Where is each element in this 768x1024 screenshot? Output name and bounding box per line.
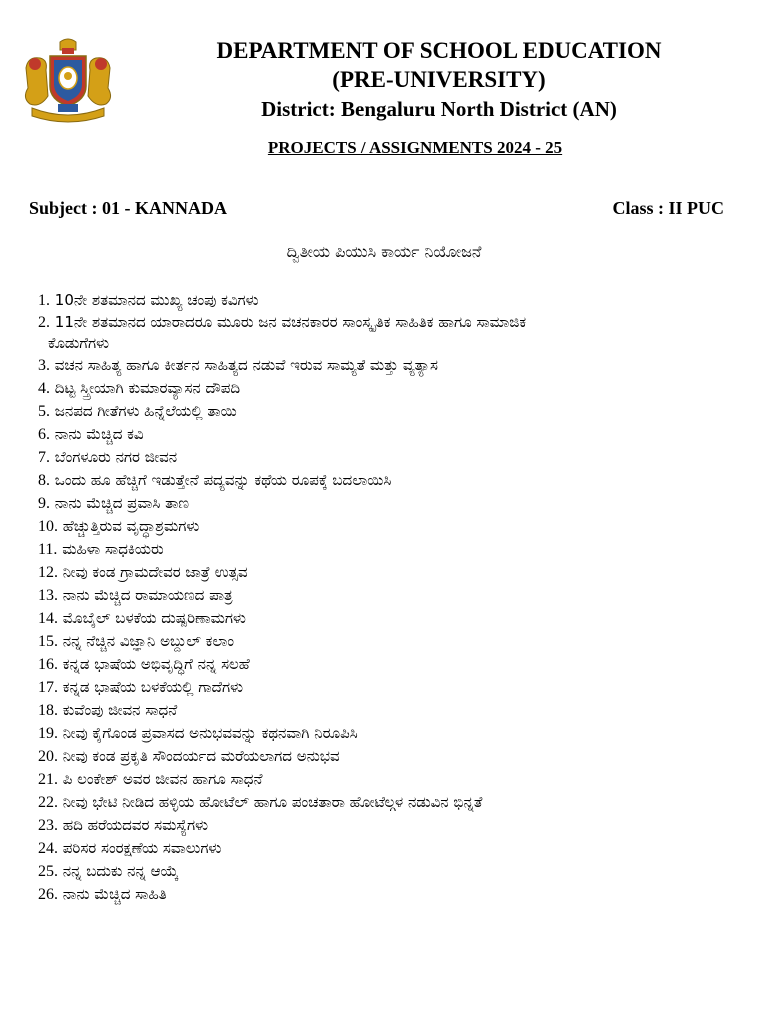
- list-item: [38, 561, 738, 584]
- list-item: [38, 423, 738, 446]
- item-text: ಹೆಚ್ಚುತ್ತಿರುವ ವೃದ್ಧಾಶ್ರಮಗಳು: [62, 517, 200, 535]
- list-item: [38, 768, 738, 791]
- list-item: [38, 289, 738, 312]
- list-item: [38, 699, 738, 722]
- list-item: [38, 745, 738, 768]
- class-label: Class : II PUC: [612, 198, 724, 218]
- item-text: ಮೊಬೈಲ್ ಬಳಕೆಯ ದುಷ್ಪರಿಣಾಮಗಳು: [62, 609, 246, 627]
- list-item: [38, 630, 738, 653]
- item-text: ಹದಿ ಹರೆಯದವರ ಸಮಸ್ಯೆಗಳು: [62, 816, 209, 834]
- assignment-list: [38, 289, 738, 906]
- item-number: 16.: [38, 656, 58, 673]
- item-number: 17.: [38, 679, 58, 696]
- item-text: ನಾನು ಮೆಚ್ಚಿದ ಪ್ರವಾಸಿ ತಾಣ: [54, 494, 189, 512]
- item-number: 6.: [38, 426, 50, 443]
- item-text: ಮಹಿಳಾ ಸಾಧಕಿಯರು: [62, 540, 164, 558]
- item-text: ಪಿ ಲಂಕೇಶ್ ಅವರ ಜೀವನ ಹಾಗೂ ಸಾಧನೆ: [62, 770, 263, 788]
- item-number: 23.: [38, 817, 58, 834]
- projects-title: PROJECTS / ASSIGNMENTS 2024 - 25: [267, 138, 563, 157]
- item-text: 10ನೇ ಶತಮಾನದ ಮುಖ್ಯ ಚಂಪು ಕವಿಗಳು: [54, 291, 259, 309]
- item-number: 2.: [38, 314, 50, 331]
- document-header: [120, 36, 758, 123]
- item-number: 24.: [38, 840, 58, 857]
- list-item: [38, 492, 738, 515]
- list-item: [38, 860, 738, 883]
- item-text: ಜನಪದ ಗೀತೆಗಳು ಹಿನ್ನೆಲೆಯಲ್ಲಿ ತಾಯಿ: [54, 402, 237, 420]
- district-label: District: Bengaluru North District (AN): [261, 97, 617, 121]
- item-number: 4.: [38, 380, 50, 397]
- item-text-continued: ಕೊಡುಗೆಗಳು: [48, 334, 109, 352]
- item-number: 19.: [38, 725, 58, 742]
- list-item: [38, 837, 738, 860]
- item-number: 14.: [38, 610, 58, 627]
- item-number: 7.: [38, 449, 50, 466]
- list-item: [38, 653, 738, 676]
- item-text: 11ನೇ ಶತಮಾನದ ಯಾರಾದರೂ ಮೂರು ಜನ ವಚನಕಾರರ ಸಾಂಸ್ಕೃತಿಕ ಸಾಹಿತಿಕ ಹಾಗೂ ಸಾಮಾಜಿಕ: [54, 313, 527, 331]
- item-number: 11.: [38, 541, 58, 558]
- list-item: [38, 791, 738, 814]
- item-text: ನಾನು ಮೆಚ್ಚಿದ ಕವಿ: [54, 425, 144, 443]
- item-text: ನೀವು ಕಂಡ ಗ್ರಾಮದೇವರ ಜಾತ್ರೆ ಉತ್ಸವ: [62, 563, 248, 581]
- item-text: ಕನ್ನಡ ಭಾಷೆಯ ಬಳಕೆಯಲ್ಲಿ ಗಾದೆಗಳು: [62, 678, 243, 696]
- item-number: 21.: [38, 771, 58, 788]
- item-number: 12.: [38, 564, 58, 581]
- item-number: 9.: [38, 495, 50, 512]
- item-text: ಒಂದು ಹೂ ಹೆಚ್ಚಿಗೆ ಇಡುತ್ತೇನೆ ಪದ್ಯವನ್ನು ಕಥೆಯ ರೂಪಕ್ಕೆ ಬದಲಾಯಿಸಿ: [54, 471, 392, 489]
- item-number: 25.: [38, 863, 58, 880]
- item-text: ನಾನು ಮೆಚ್ಚಿದ ಸಾಹಿತಿ: [62, 885, 167, 903]
- item-text: ನೀವು ಕೈಗೊಂಡ ಪ್ರವಾಸದ ಅನುಭವವನ್ನು ಕಥನವಾಗಿ ನಿರೂಪಿಸಿ: [62, 724, 358, 742]
- item-text: ವಚನ ಸಾಹಿತ್ಯ ಹಾಗೂ ಕೀರ್ತನ ಸಾಹಿತ್ಯದ ನಡುವೆ ಇರುವ ಸಾಮ್ಯತೆ ಮತ್ತು ವ್ಯತ್ಯಾಸ: [54, 356, 438, 374]
- list-item: [38, 538, 738, 561]
- list-item: [38, 607, 738, 630]
- list-item: [38, 676, 738, 699]
- item-text: ನಾನು ಮೆಚ್ಚಿದ ರಾಮಾಯಣದ ಪಾತ್ರ: [62, 586, 233, 604]
- item-number: 5.: [38, 403, 50, 420]
- item-number: 8.: [38, 472, 50, 489]
- item-number: 22.: [38, 794, 58, 811]
- item-text: ಬೆಂಗಳೂರು ನಗರ ಜೀವನ: [54, 448, 178, 466]
- list-item: [38, 584, 738, 607]
- list-item: [38, 446, 738, 469]
- item-number: 15.: [38, 633, 58, 650]
- list-item: [38, 377, 738, 400]
- item-number: 3.: [38, 357, 50, 374]
- list-item: [38, 312, 738, 354]
- item-number: 13.: [38, 587, 58, 604]
- kannada-heading: ದ್ವಿತೀಯ ಪಿಯುಸಿ ಕಾರ್ಯ ನಿಯೋಜನೆ: [286, 242, 482, 261]
- item-text: ನೀವು ಭೇಟಿ ನೀಡಿದ ಹಳ್ಳಿಯ ಹೋಟೆಲ್ ಹಾಗೂ ಪಂಚತಾರಾ ಹೋಟೆಲ್ಗಳ ನಡುವಿನ ಭಿನ್ನತೆ: [62, 793, 483, 811]
- item-number: 18.: [38, 702, 58, 719]
- list-item: [38, 515, 738, 538]
- list-item: [38, 400, 738, 423]
- item-number: 1.: [38, 292, 50, 309]
- department-title: DEPARTMENT OF SCHOOL EDUCATION: [216, 38, 662, 63]
- item-number: 26.: [38, 886, 58, 903]
- subject-label: Subject : 01 - KANNADA: [29, 198, 227, 218]
- karnataka-emblem-icon: [18, 38, 118, 124]
- item-text: ಕನ್ನಡ ಭಾಷೆಯ ಅಭಿವೃದ್ಧಿಗೆ ನನ್ನ ಸಲಹೆ: [62, 655, 250, 673]
- list-item: [38, 814, 738, 837]
- list-item: [38, 883, 738, 906]
- item-number: 20.: [38, 748, 58, 765]
- department-subtitle: (PRE-UNIVERSITY): [332, 67, 546, 92]
- item-text: ನನ್ನ ಬದುಕು ನನ್ನ ಆಯ್ಕೆ: [62, 862, 179, 880]
- list-item: [38, 469, 738, 492]
- item-text: ಕುವೆಂಪು ಜೀವನ ಸಾಧನೆ: [62, 701, 178, 719]
- item-number: 10.: [38, 518, 58, 535]
- item-text: ಪರಿಸರ ಸಂರಕ್ಷಣೆಯ ಸವಾಲುಗಳು: [62, 839, 222, 857]
- item-text: ನನ್ನ ನೆಚ್ಚಿನ ವಿಜ್ಞಾನಿ ಅಬ್ದುಲ್ ಕಲಾಂ: [62, 632, 235, 650]
- item-text: ನೀವು ಕಂಡ ಪ್ರಕೃತಿ ಸೌಂದರ್ಯದ ಮರೆಯಲಾಗದ ಅನುಭವ: [62, 747, 340, 765]
- list-item: [38, 722, 738, 745]
- item-text: ದಿಟ್ಟ ಸ್ತ್ರೀಯಾಗಿ ಕುಮಾರವ್ಯಾಸನ ದೌಪದಿ: [54, 379, 241, 397]
- list-item: [38, 354, 738, 377]
